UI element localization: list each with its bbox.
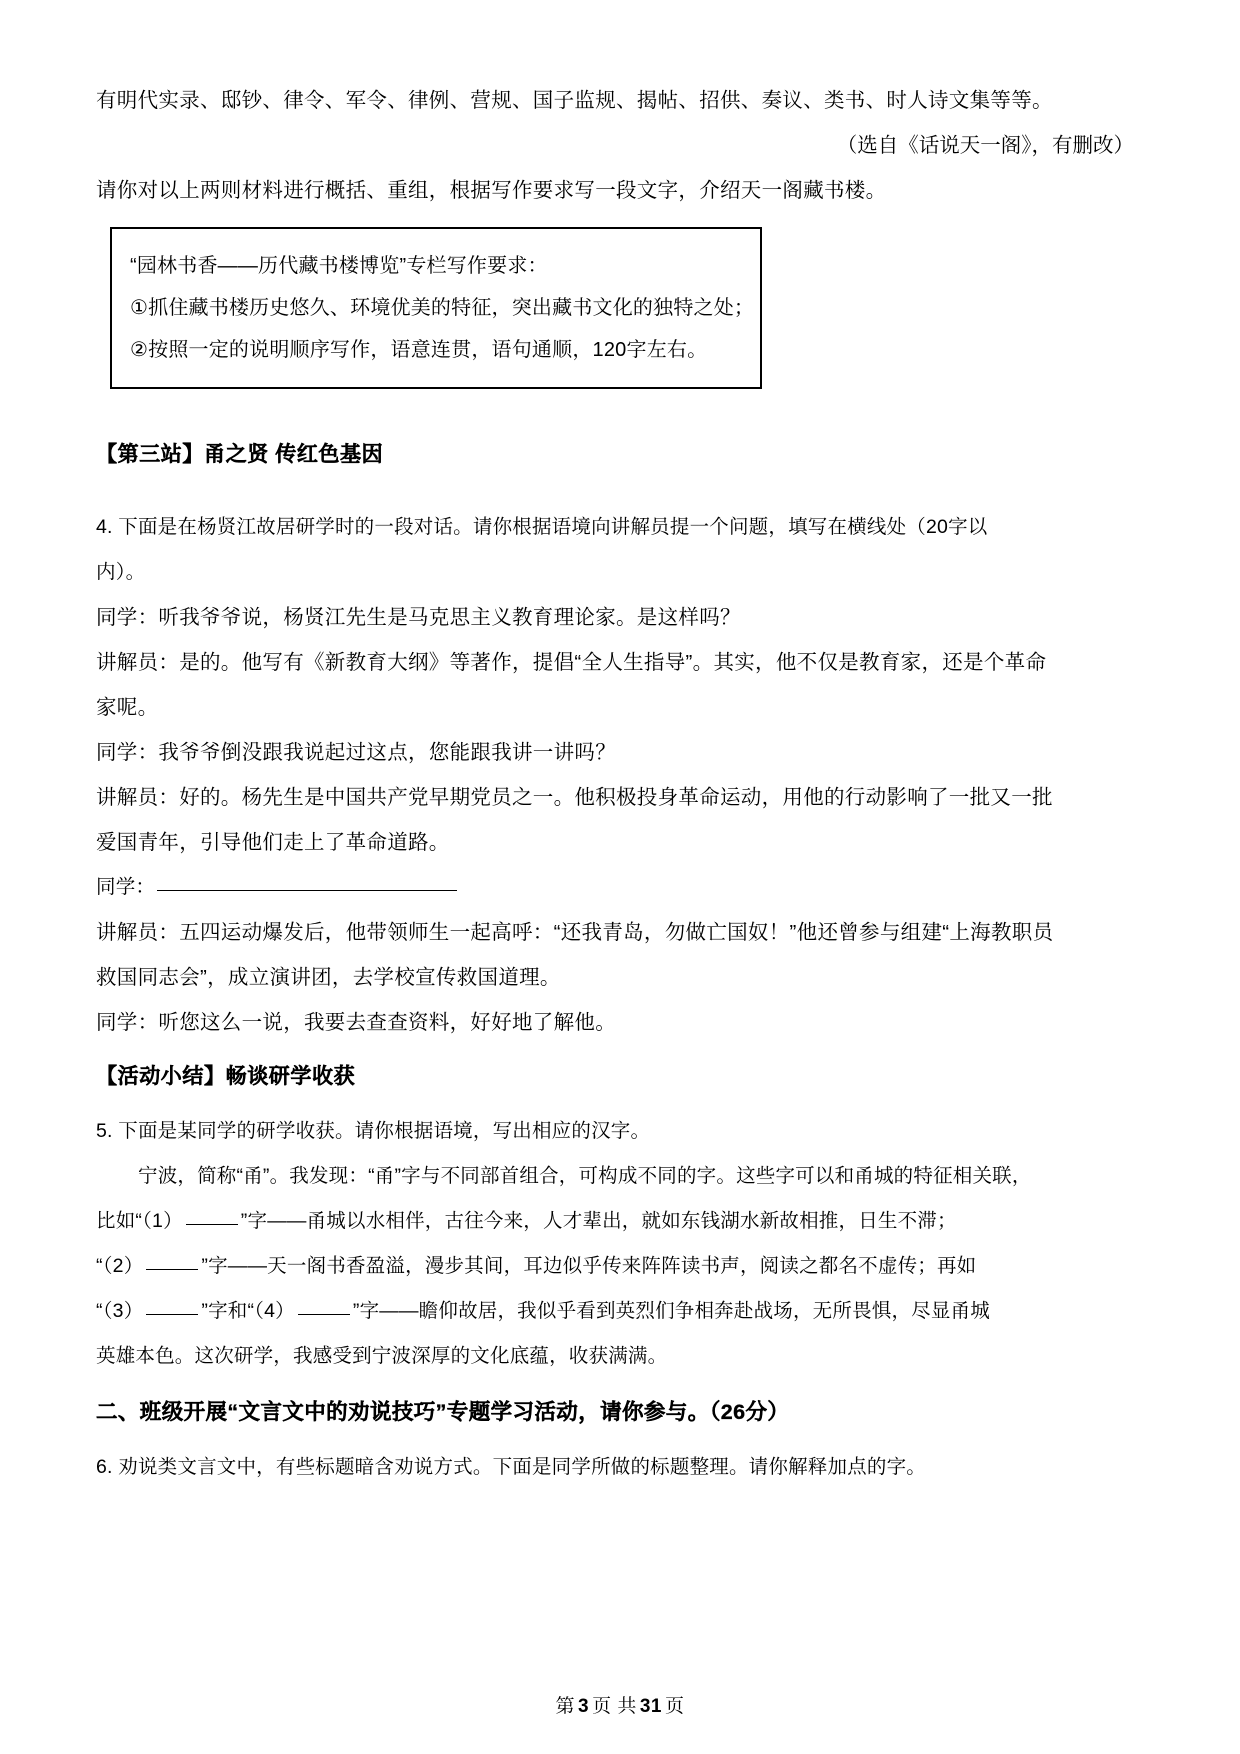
question-5-paragraph-line-3	[96, 1244, 1144, 1289]
spacer	[96, 389, 1144, 435]
spacer	[96, 1433, 1144, 1445]
writing-requirement-box	[110, 227, 762, 389]
dialogue-line: 救国同志会”，成立演讲团，去学校宣传救国道理。	[96, 966, 561, 989]
answer-blank-input[interactable]	[157, 889, 457, 891]
blank-4-input[interactable]	[298, 1313, 350, 1315]
question-5-paragraph-line-4	[96, 1289, 1144, 1334]
question-4-stem-line-1: 4. 下面是在杨贤江故居研学时的一段对话。请你根据语境向讲解员提一个问题，填写在横线处（20字以	[96, 516, 988, 538]
footer-suffix: 页	[665, 1696, 685, 1717]
blank-2-tail: ”字——天一阁书香盈溢，漫步其间，耳边似乎传来阵阵读书声，阅读之都名不虚传；再如	[201, 1255, 977, 1277]
footer-total-pages: 31	[639, 1696, 662, 1717]
question-5-stem: 5. 下面是某同学的研学收获。请你根据语境，写出相应的汉字。	[96, 1120, 651, 1142]
question-4-stem-line-2: 内）。	[96, 561, 146, 583]
section-2-heading	[96, 1391, 1144, 1433]
requirement-item-2: ②按照一定的说明顺序写作，语意连贯，语句通顺，120字左右。	[130, 339, 708, 361]
dialogue-line: 讲解员：五四运动爆发后，他带领师生一起高呼：“还我青岛，勿做亡国奴！”他还曾参与组建“上海教职员	[96, 921, 1054, 944]
material-line-1: 有明代实录、邸钞、律令、军令、律例、营规、国子监规、揭帖、招供、奏议、类书、时人诗文集等等。	[96, 89, 1053, 112]
footer-middle: 页 共	[592, 1696, 637, 1717]
section-2-title: 二、班级开展“文言文中的劝说技巧”专题学习活动，请你参与。	[96, 1400, 710, 1424]
blank-4-tail: ”字——瞻仰故居，我似乎看到英烈们争相奔赴战场，无所畏惧，尽显甬城	[352, 1300, 990, 1322]
blank-3-label: “（3）	[96, 1300, 144, 1322]
dialogue-line: 同学：我爷爷倒没跟我说起过这点，您能跟我讲一讲吗？	[96, 741, 616, 764]
question-5-paragraph-line-1: 宁波，简称“甬”。我发现：“甬”字与不同部首组合，可构成不同的字。这些字可以和甬城的特征相关联，	[138, 1165, 1032, 1187]
dialogue-line: 同学：听您这么一说，我要去查查资料，好好地了解他。	[96, 1011, 616, 1034]
question-6-stem: 6. 劝说类文言文中，有些标题暗含劝说方式。下面是同学所做的标题整理。请你解释加点的字。	[96, 1456, 926, 1478]
dialogue-line: 爱国青年，引导他们走上了革命道路。	[96, 831, 450, 854]
material-instruction: 请你对以上两则材料进行概括、重组，根据写作要求写一段文字，介绍天一阁藏书楼。	[96, 179, 887, 202]
dialogue-line: 讲解员：是的。他写有《新教育大纲》等著作，提倡“全人生指导”。其实，他不仅是教育家，还是个革命	[96, 651, 1047, 674]
summary-heading: 【活动小结】畅谈研学收获	[96, 1065, 356, 1088]
blank-1-tail: ”字——甬城以水相伴，古往今来，人才辈出，就如东钱湖水新故相推，日生不滞；	[240, 1210, 957, 1232]
dialogue-line: 同学：听我爷爷说，杨贤江先生是马克思主义教育理论家。是这样吗？	[96, 606, 741, 629]
material-source: （选自《话说天一阁》，有删改）	[836, 134, 1134, 157]
question-5-paragraph-line-2	[96, 1199, 1144, 1244]
spacer	[96, 1097, 1144, 1109]
dialogue-line: 讲解员：好的。杨先生是中国共产党早期党员之一。他积极投身革命运动，用他的行动影响了一批又一批	[96, 786, 1053, 809]
answer-blank-row	[96, 865, 1144, 910]
blank-2-label: “（2）	[96, 1255, 144, 1277]
section-2-score: （26分）	[709, 1400, 790, 1424]
spacer	[96, 1379, 1144, 1391]
footer-prefix: 第	[555, 1696, 575, 1717]
blank-3-input[interactable]	[146, 1313, 198, 1315]
dialogue-line: 家呢。	[96, 696, 159, 719]
blank-4-label: ”字和“（4）	[201, 1300, 295, 1322]
page-footer	[0, 1691, 1240, 1718]
blank-2-input[interactable]	[146, 1268, 198, 1270]
spacer	[96, 1045, 1144, 1057]
station-3-heading: 【第三站】甬之贤 传红色基因	[96, 443, 384, 466]
spacer	[96, 475, 1144, 505]
blank-1-input[interactable]	[186, 1223, 238, 1225]
blank-1-label: 比如“（1）	[96, 1210, 183, 1232]
footer-page-number: 3	[578, 1696, 590, 1717]
requirement-item-1: ①抓住藏书楼历史悠久、环境优美的特征，突出藏书文化的独特之处；	[130, 297, 755, 319]
question-5-paragraph-line-5: 英雄本色。这次研学，我感受到宁波深厚的文化底蕴，收获满满。	[96, 1345, 668, 1367]
answer-blank-label: 同学：	[96, 876, 156, 898]
requirement-title: “园林书香——历代藏书楼博览”专栏写作要求：	[130, 255, 548, 277]
